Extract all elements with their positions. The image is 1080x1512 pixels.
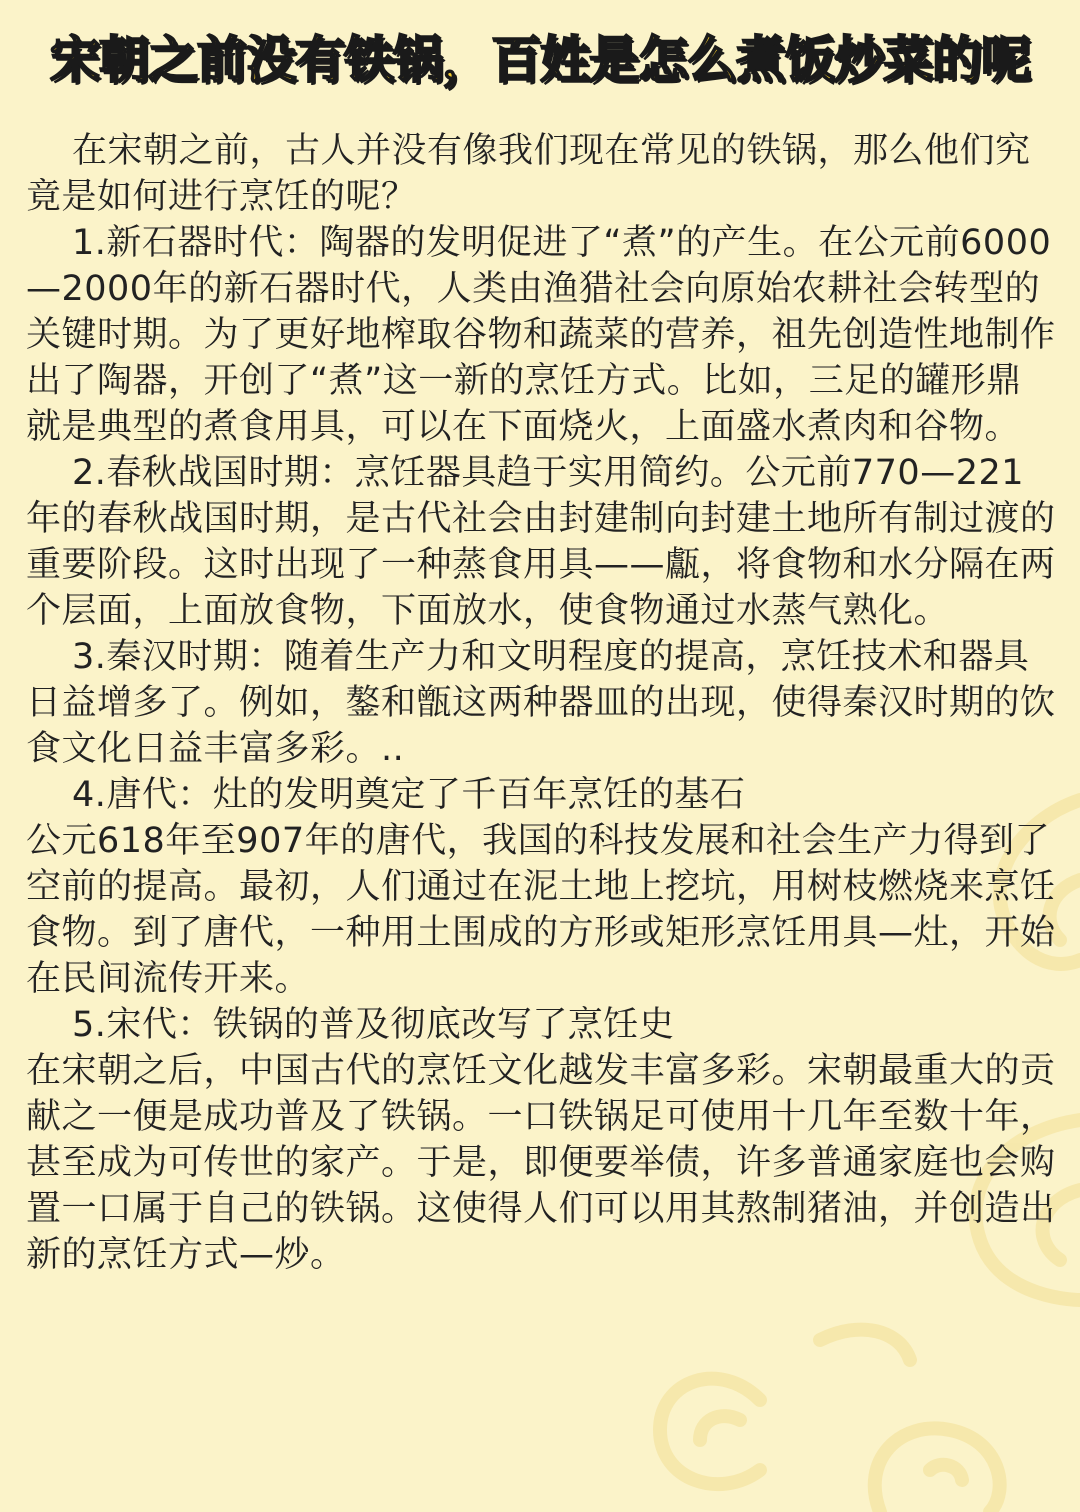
- section-song-body: 在宋朝之后，中国古代的烹饪文化越发丰富多彩。宋朝最重大的贡献之一便是成功普及了铁锅。一口铁锅足可使用十几年至数十年，甚至成为可传世的家产。于是，即便要举债，许多普通家庭也会购置一口属于自己的铁锅。这使得人们可以用其熬制猪油，并创造出新的烹饪方式—炒。: [26, 1051, 1056, 1275]
- section-qin-han: 3.秦汉时期：随着生产力和文明程度的提高，烹饪技术和器具日益增多了。例如，鏊和甑这两种器皿的出现，使得秦汉时期的饮食文化日益丰富多彩。..: [26, 637, 1056, 769]
- intro-paragraph: 在宋朝之前，古人并没有像我们现在常见的铁锅，那么他们究竟是如何进行烹饪的呢？: [26, 131, 1031, 217]
- section-spring-autumn: 2.春秋战国时期：烹饪器具趋于实用简约。公元前770—221年的春秋战国时期，是古代社会由封建制向封建土地所有制过渡的重要阶段。这时出现了一种蒸食用具——甗，将食物和水分隔在两个层面，上面放食物，下面放水，使食物通过水蒸气熟化。: [26, 453, 1056, 631]
- section-tang-body: 公元618年至907年的唐代，我国的科技发展和社会生产力得到了空前的提高。最初，人们通过在泥土地上挖坑，用树枝燃烧来烹饪食物。到了唐代，一种用土围成的方形或矩形烹饪用具—灶，开始在民间流传开来。: [26, 821, 1056, 999]
- section-song-heading: 5.宋代：铁锅的普及彻底改写了烹饪史: [72, 1005, 675, 1045]
- section-neolithic: 1.新石器时代：陶器的发明促进了“煮”的产生。在公元前6000—2000年的新石器时代，人类由渔猎社会向原始农耕社会转型的关键时期。为了更好地榨取谷物和蔬菜的营养，祖先创造性地制作出了陶器，开创了“煮”这一新的烹饪方式。比如，三足的罐形鼎就是典型的煮食用具，可以在下面烧火，上面盛水煮肉和谷物。: [26, 223, 1056, 447]
- article-title: 宋朝之前没有铁锅，百姓是怎么煮饭炒菜的呢: [50, 31, 1030, 89]
- section-tang-heading: 4.唐代：灶的发明奠定了千百年烹饪的基石: [72, 775, 746, 815]
- article-body: [26, 128, 1056, 1278]
